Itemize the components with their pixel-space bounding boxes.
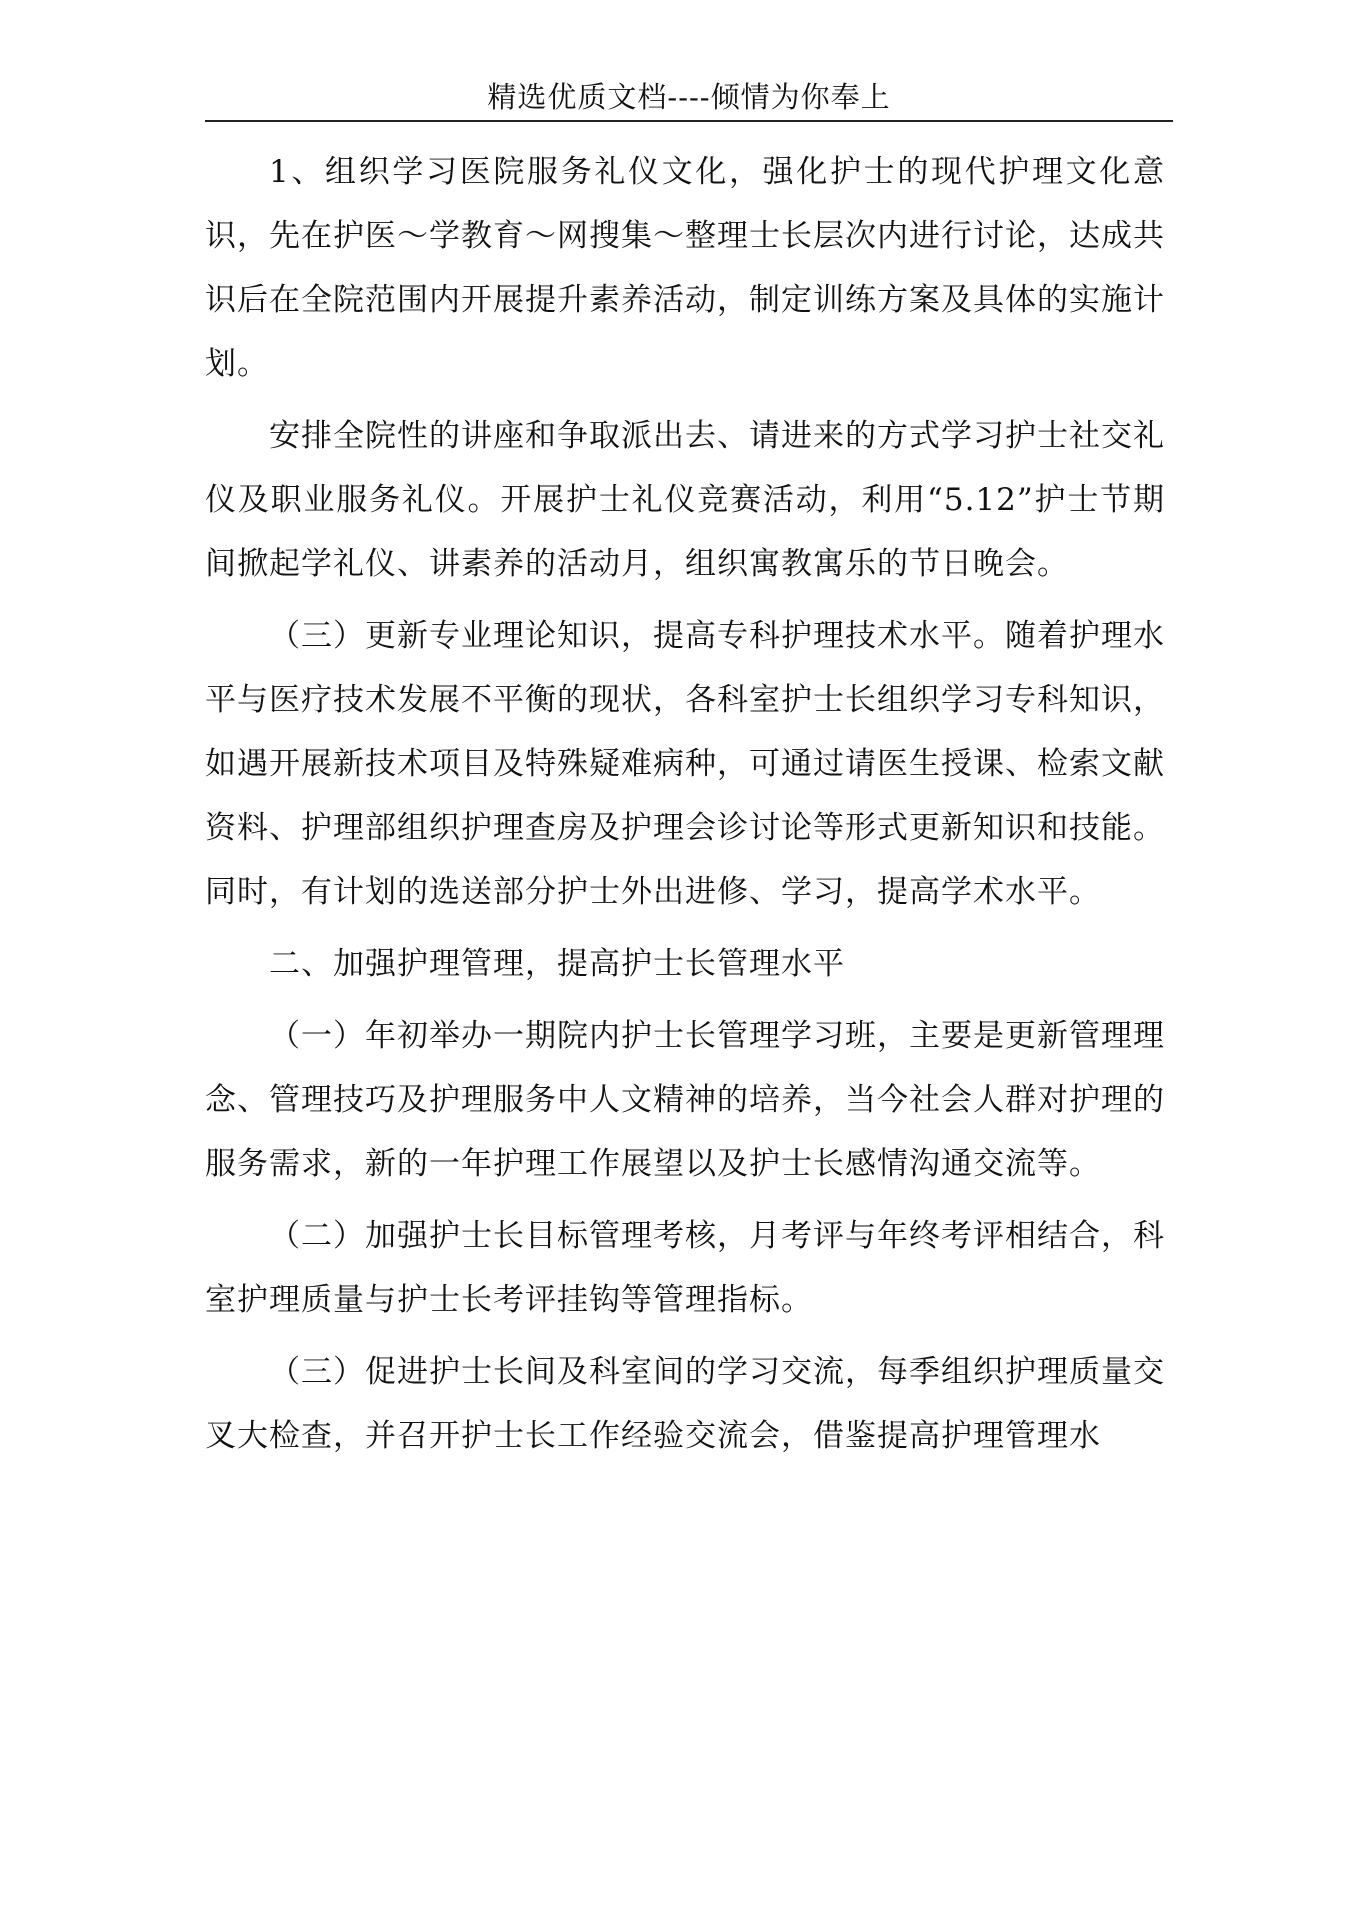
section-heading-nursing-management: 二、加强护理管理，提高护士长管理水平: [269, 946, 845, 982]
paragraph-exchange-learning: （三）促进护士长间及科室间的学习交流，每季组织护理质量交叉大检查，并召开护士长工作经验交流会，借鉴提高护理管理水: [205, 1354, 1165, 1454]
document-body: [205, 140, 1165, 1476]
paragraph-professional-knowledge: （三）更新专业理论知识，提高专科护理技术水平。随着护理水平与医疗技术发展不平衡的现状，各科室护士长组织学习专科知识，如遇开展新技术项目及特殊疑难病种，可通过请医生授课、检索文献资料、护理部组织护理查房及护理会诊讨论等形式更新知识和技能。同时，有计划的选送部分护士外出进修、学习，提高学术水平。: [205, 618, 1165, 910]
paragraph-etiquette-training: 安排全院性的讲座和争取派出去、请进来的方式学习护士社交礼仪及职业服务礼仪。开展护士礼仪竞赛活动，利用“5.12”护士节期间掀起学礼仪、讲素养的活动月，组织寓教寓乐的节日晚会。: [205, 418, 1165, 582]
page-header-title: 精选优质文档----倾情为你奉上: [487, 80, 891, 114]
paragraph-head-nurse-training: （一）年初举办一期院内护士长管理学习班，主要是更新管理理念、管理技巧及护理服务中人文精神的培养，当今社会人群对护理的服务需求，新的一年护理工作展望以及护士长感情沟通交流等。: [205, 1018, 1165, 1182]
page-header: [205, 74, 1173, 122]
paragraph-etiquette-culture: 1、组织学习医院服务礼仪文化，强化护士的现代护理文化意识，先在护医～学教育～网搜集～整理士长层次内进行讨论，达成共识后在全院范围内开展提升素养活动，制定训练方案及具体的实施计划。: [205, 154, 1165, 382]
paragraph-target-assessment: （二）加强护士长目标管理考核，月考评与年终考评相结合，科室护理质量与护士长考评挂钩等管理指标。: [205, 1218, 1165, 1318]
